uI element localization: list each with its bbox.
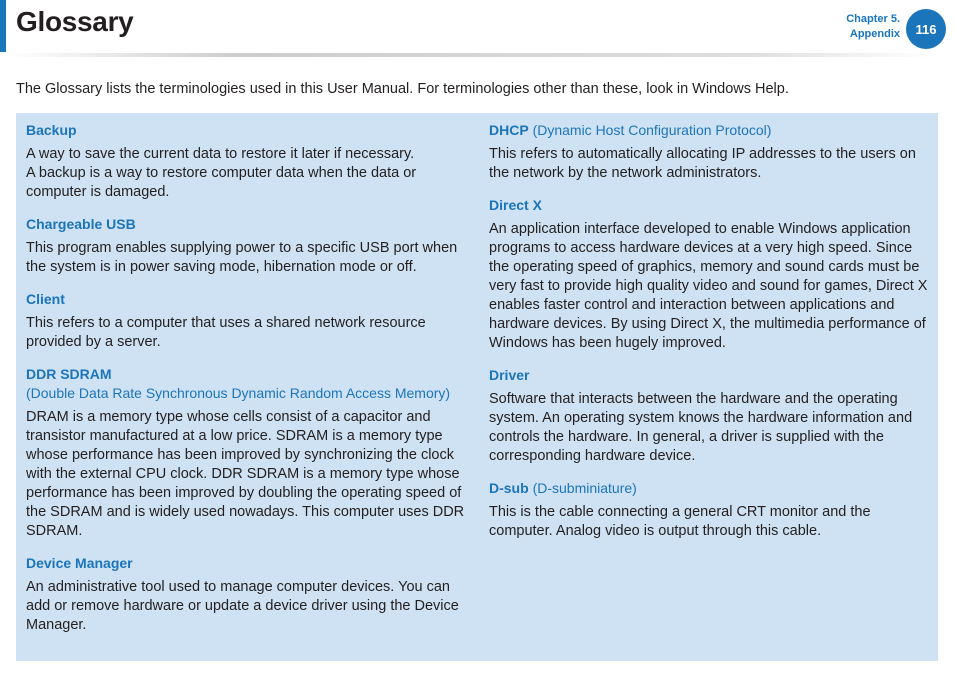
glossary-definition — [489, 220, 931, 353]
glossary-definition — [26, 408, 470, 541]
glossary-term-expansion: (D-subminiature) — [532, 480, 637, 496]
glossary-definition — [26, 239, 470, 277]
definition-text: This program enables supplying power to a specific USB port when the system is in power saving mode, hibernation mode or off. — [26, 240, 458, 275]
glossary-term: Client — [26, 291, 65, 307]
definition-text: An application interface developed to enable Windows application programs to access hardware devices at a very high speed. Since the operating speed of graphics, memory and sound cards must be very fast to provide high quality video and sound for games, Direct X enables faster control and interaction between applications and hardware devices. By using Direct X, the multimedia performance of Windows has been hugely improved. — [489, 221, 928, 351]
glossary-term: Driver — [489, 367, 530, 383]
glossary-term-expansion: (Dynamic Host Configuration Protocol) — [532, 122, 772, 138]
glossary-term-heading — [26, 554, 470, 573]
glossary-definition — [489, 390, 931, 466]
glossary-term-heading — [26, 215, 470, 234]
glossary-term-heading — [26, 290, 470, 309]
glossary-definition — [26, 314, 470, 352]
header-accent-bar — [0, 0, 6, 52]
page-number-badge: 116 — [906, 9, 946, 49]
definition-text: A way to save the current data to restore it later if necessary. — [26, 146, 415, 162]
glossary-entry — [26, 554, 470, 635]
glossary-term: D-sub — [489, 480, 529, 496]
glossary-column-right — [489, 121, 931, 554]
glossary-panel — [16, 113, 938, 661]
glossary-entry — [26, 365, 470, 541]
glossary-entry — [26, 290, 470, 352]
glossary-term: DDR SDRAM — [26, 366, 112, 382]
glossary-term: Direct X — [489, 197, 542, 213]
definition-text: An administrative tool used to manage computer devices. You can add or remove hardware or update a device driver using the Device Manager. — [26, 579, 459, 633]
definition-text: This refers to a computer that uses a shared network resource provided by a server. — [26, 315, 426, 350]
glossary-term-heading — [489, 196, 931, 215]
chapter-name: Appendix — [849, 28, 900, 40]
glossary-entry — [489, 121, 931, 183]
intro-text: The Glossary lists the terminologies used in this User Manual. For terminologies other than these, look in Windows Help. — [16, 81, 789, 97]
chapter-number: Chapter 5. — [846, 13, 900, 25]
glossary-term: DHCP — [489, 122, 529, 138]
glossary-term: Device Manager — [26, 555, 133, 571]
definition-text: Software that interacts between the hardware and the operating system. An operating system knows the hardware information and controls the hardware. In general, a driver is supplied with the corresponding hardware device. — [489, 391, 913, 464]
glossary-term-heading — [26, 121, 470, 140]
chapter-label — [846, 12, 900, 42]
definition-text: A backup is a way to restore computer data when the data or computer is damaged. — [26, 165, 417, 200]
glossary-entry — [489, 366, 931, 466]
definition-text: DRAM is a memory type whose cells consist of a capacitor and transistor manufactured at a low price. SDRAM is a memory type whose performance has been improved by synchronizing the clock with the external CPU clock. DDR SDRAM is a memory type whose performance has been improved by doubling the operating speed of the SDRAM and is widely used nowadays. This computer uses DDR SDRAM. — [26, 409, 465, 539]
glossary-entry — [489, 196, 931, 353]
glossary-term-expansion: (Double Data Rate Synchronous Dynamic Random Access Memory) — [26, 385, 451, 401]
glossary-column-left — [26, 121, 470, 648]
glossary-term-heading — [489, 479, 931, 498]
glossary-entry — [26, 121, 470, 202]
definition-text: This is the cable connecting a general CRT monitor and the computer. Analog video is output through this cable. — [489, 504, 871, 539]
definition-text: This refers to automatically allocating IP addresses to the users on the network by the network administrators. — [489, 146, 916, 181]
glossary-term-heading — [26, 365, 470, 403]
header-divider — [6, 53, 936, 57]
glossary-term-heading — [489, 121, 931, 140]
glossary-term: Backup — [26, 122, 77, 138]
glossary-term: Chargeable USB — [26, 216, 136, 232]
glossary-definition — [489, 145, 931, 183]
glossary-definition — [26, 145, 470, 202]
glossary-entry — [489, 479, 931, 541]
page-title: Glossary — [16, 6, 134, 37]
glossary-entry — [26, 215, 470, 277]
glossary-definition — [26, 578, 470, 635]
glossary-term-heading — [489, 366, 931, 385]
glossary-definition — [489, 503, 931, 541]
